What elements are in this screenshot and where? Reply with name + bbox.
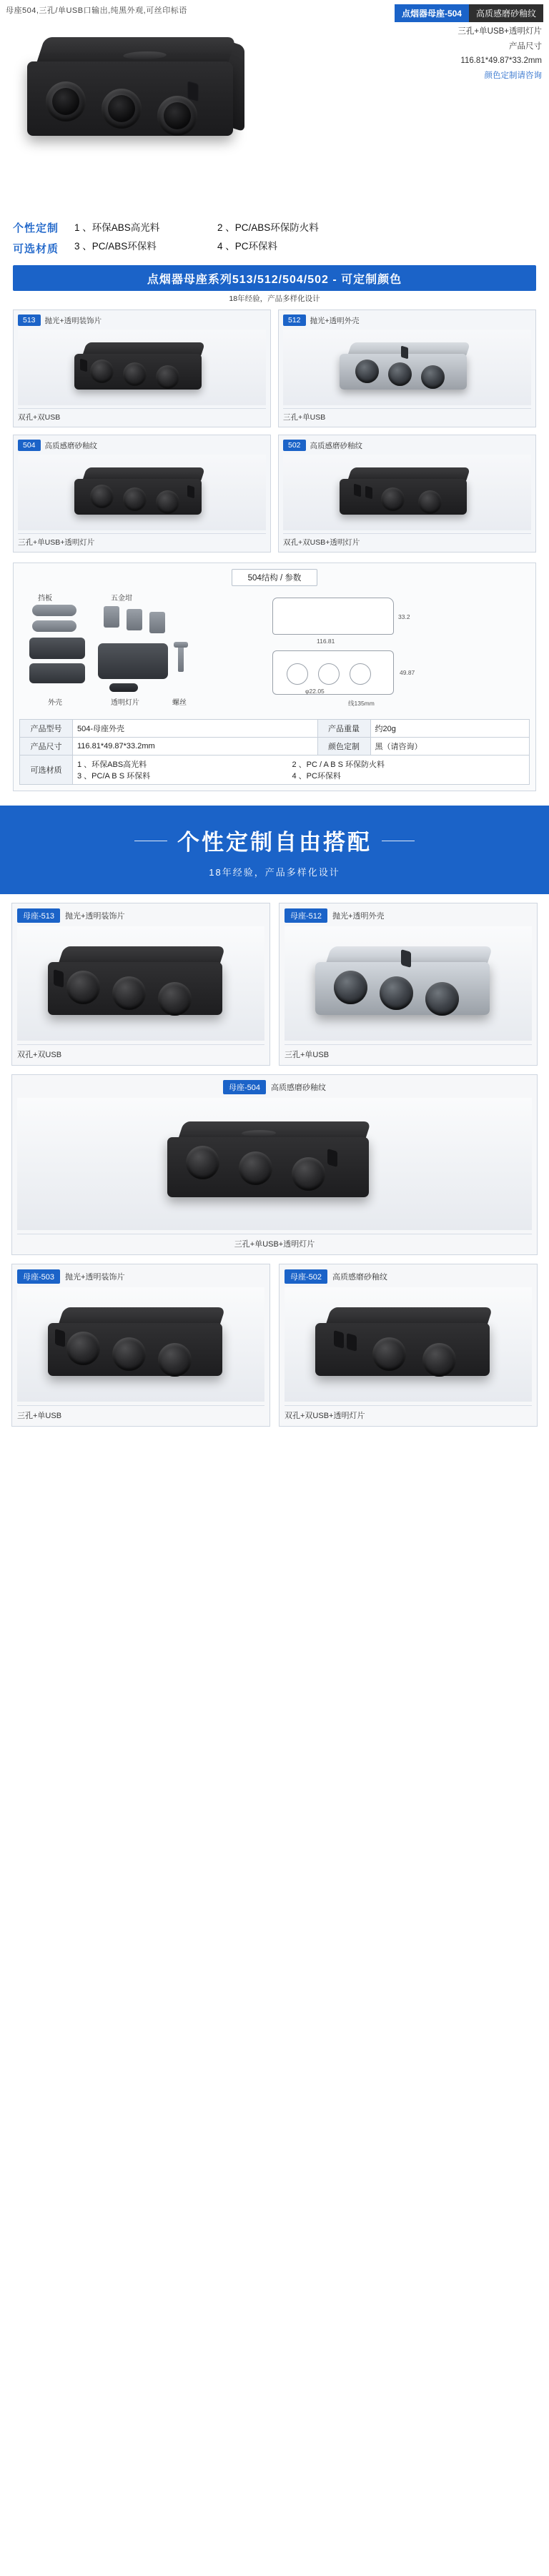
gallery-section [0, 894, 549, 1452]
variant-image [283, 455, 531, 530]
label-lamp: 透明灯片 [111, 699, 139, 707]
spec-key-size: 产品尺寸 [20, 738, 73, 756]
hero-badge-model: 点烟器母座-504 [395, 4, 469, 22]
spec-value-material [73, 756, 530, 785]
variant-foot: 双孔+双USB+透明灯片 [283, 533, 531, 548]
gallery-image [17, 926, 264, 1041]
hero-spec-size-label: 产品尺寸 [509, 41, 542, 51]
variant-card-504[interactable] [13, 435, 271, 553]
variant-desc: 高质感磨砂釉纹 [310, 441, 363, 450]
label-shield: 挡板 [38, 595, 52, 603]
variant-foot: 三孔+单USB [283, 408, 531, 422]
gallery-image [285, 926, 532, 1041]
gallery-tag: 母座-503 [17, 1269, 60, 1284]
series-blue-bar: 点烟器母座系列513/512/504/502 - 可定制颜色 [13, 265, 536, 291]
gallery-card-502[interactable] [279, 1264, 538, 1427]
dim-height: 49.87 [400, 669, 415, 676]
gallery-desc: 抛光+透明外壳 [332, 912, 385, 921]
table-row [20, 756, 530, 785]
gallery-foot: 三孔+单USB [17, 1405, 264, 1421]
structure-title: 504结构 / 参数 [232, 569, 317, 586]
variant-image [18, 455, 266, 530]
hero-spec-color: 颜色定制请咨询 [484, 71, 542, 81]
hero-spec-list [458, 24, 542, 84]
variant-image [283, 330, 531, 405]
dim-width: 116.81 [317, 638, 335, 645]
gallery-desc: 高质感磨砂釉纹 [332, 1273, 388, 1282]
spec-key-model: 产品型号 [20, 720, 73, 738]
gallery-foot: 三孔+单USB+透明灯片 [17, 1234, 532, 1249]
label-screw: 螺丝 [172, 699, 187, 707]
spec-table [19, 719, 530, 785]
gallery-card-513[interactable] [11, 903, 270, 1066]
spec-key-weight: 产品重量 [317, 720, 370, 738]
exploded-parts-diagram [19, 592, 255, 713]
gallery-tag: 母座-513 [17, 908, 60, 923]
variant-desc: 抛光+透明外壳 [310, 316, 360, 325]
socket-hole-1 [46, 81, 86, 122]
material-item-4: 4 、PC环保料 [217, 240, 278, 252]
series-sub-bar: 18年经验，产品多样化设计 [229, 294, 320, 303]
label-metal: 五金坩 [111, 595, 132, 603]
material-item-1: 1 、环保ABS高光料 [74, 222, 160, 233]
hero-model-badge [395, 4, 543, 22]
dim-pitch: 线135mm [348, 700, 375, 707]
variant-card-512[interactable] [278, 309, 536, 427]
gallery-image [285, 1287, 532, 1402]
spec-value-model: 504-母座外壳 [73, 720, 318, 738]
spec-value-color: 黑（请咨询） [370, 738, 529, 756]
material-opt-4: 4 、PC环保料 [292, 772, 341, 781]
usb-port [187, 80, 199, 102]
gallery-tag: 母座-504 [223, 1080, 266, 1094]
variant-grid [0, 308, 549, 563]
technical-drawing [262, 592, 530, 713]
variant-tag: 512 [283, 314, 306, 326]
dim-depth: 33.2 [398, 613, 410, 620]
structure-section [0, 563, 549, 801]
spec-key-color: 颜色定制 [317, 738, 370, 756]
spec-value-size: 116.81*49.87*33.2mm [73, 738, 318, 756]
variant-tag: 504 [18, 440, 41, 451]
table-row [20, 720, 530, 738]
socket-hole-2 [102, 89, 142, 129]
gallery-foot: 双孔+双USB [17, 1044, 264, 1060]
material-opt-1: 1 、环保ABS高光料 [77, 761, 147, 769]
gallery-image [17, 1287, 264, 1402]
hero-spec-size-value: 116.81*49.87*33.2mm [460, 56, 542, 66]
label-shell: 外壳 [48, 699, 62, 707]
material-item-2: 2 、PC/ABS环保防火料 [217, 222, 319, 233]
gallery-tag: 母座-502 [285, 1269, 327, 1284]
variant-foot: 三孔+单USB+透明灯片 [18, 533, 266, 548]
custom-title-line2: 可选材质 [13, 242, 59, 255]
customization-section [0, 214, 549, 308]
banner-title: 个性定制自由搭配 [159, 824, 390, 856]
material-opt-3: 3 、PC/A B S 环保料 [77, 772, 151, 781]
socket-hole-3 [157, 96, 197, 136]
gallery-image [17, 1098, 532, 1230]
material-opt-2: 2 、PC / A B S 环保防火料 [292, 761, 385, 769]
gallery-card-512[interactable] [279, 903, 538, 1066]
hero-section [0, 0, 549, 214]
variant-tag: 502 [283, 440, 306, 451]
gallery-desc: 高质感磨砂釉纹 [271, 1084, 327, 1092]
variant-image [18, 330, 266, 405]
variant-card-502[interactable] [278, 435, 536, 553]
table-row [20, 738, 530, 756]
hero-product-image [27, 37, 242, 144]
gallery-card-503[interactable] [11, 1264, 270, 1427]
hero-topline: 母座504,三孔/单USB口输出,纯黑外观,可丝印标语 [6, 6, 187, 15]
hero-badge-finish: 高质感磨砂釉纹 [469, 4, 543, 22]
gallery-foot: 双孔+双USB+透明灯片 [285, 1405, 532, 1421]
spec-key-material: 可选材质 [20, 756, 73, 785]
gallery-card-504[interactable] [11, 1074, 538, 1255]
promo-banner [0, 806, 549, 894]
variant-card-513[interactable] [13, 309, 271, 427]
banner-subtitle: 18年经验，产品多样化设计 [209, 867, 340, 878]
gallery-desc: 抛光+透明装饰片 [65, 1273, 125, 1282]
hero-spec-ports: 三孔+单USB+透明灯片 [458, 27, 542, 36]
spec-value-weight: 约20g [370, 720, 529, 738]
dim-hole: φ22.05 [305, 688, 325, 695]
variant-desc: 抛光+透明装饰片 [44, 316, 102, 325]
gallery-desc: 抛光+透明装饰片 [65, 912, 125, 921]
product-logo-plate [121, 51, 169, 59]
variant-foot: 双孔+双USB [18, 408, 266, 422]
gallery-foot: 三孔+单USB [285, 1044, 532, 1060]
material-item-3: 3 、PC/ABS环保料 [74, 240, 157, 252]
variant-tag: 513 [18, 314, 41, 326]
custom-title-line1: 个性定制 [13, 222, 59, 234]
gallery-tag: 母座-512 [285, 908, 327, 923]
variant-desc: 高质感磨砂釉纹 [44, 441, 98, 450]
